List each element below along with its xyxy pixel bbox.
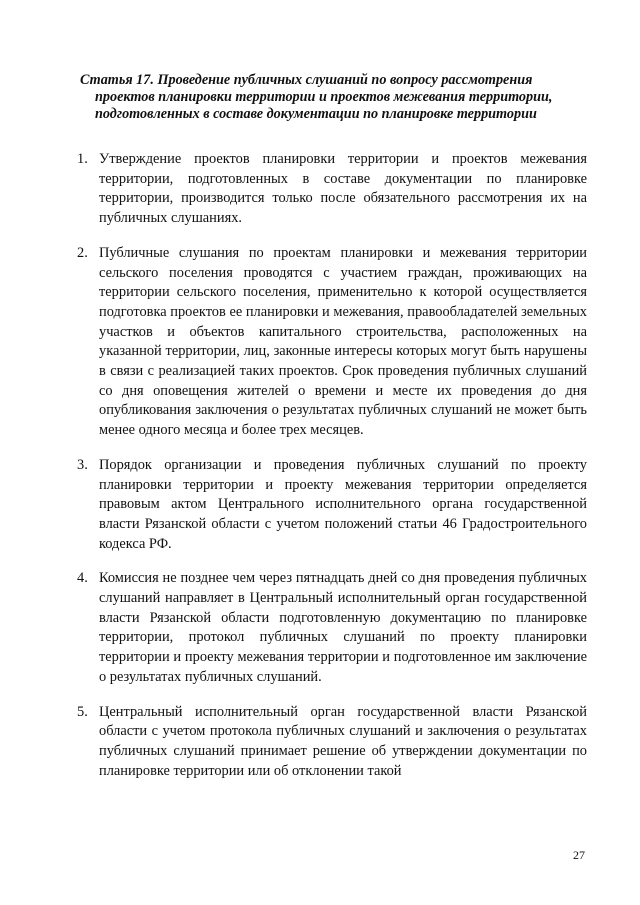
- list-item: [71, 703, 587, 782]
- list-item-number: 4.: [77, 570, 88, 587]
- list-item-text: Комиссия не позднее чем через пятнадцать дней со дня проведения публичных слушаний направляет в Центральный исполнительный орган государственной власти Рязанской области подготовленную документацию по планировке территории, протокол публичных слушаний по проекту планировки территории и проекту межевания территории и подготовленное им заключение о результатах публичных слушаний.: [99, 570, 587, 685]
- list-item-text: Порядок организации и проведения публичных слушаний по проекту планировки территории и проекту межевания территории определяется правовым актом Центрального исполнительного органа государственной власти Рязанской области с учетом положений статьи 46 Градостроительного кодекса РФ.: [99, 456, 587, 552]
- list-item-number: 3.: [77, 456, 88, 473]
- list-item-number: 5.: [77, 703, 88, 720]
- list-item-text: Утверждение проектов планировки территории и проектов межевания территории, подготовленных в составе документации по планировке территории, производится только после обязательного рассмотрения их на публичных слушаниях.: [99, 151, 587, 227]
- numbered-list: [71, 150, 587, 796]
- list-item: [71, 244, 587, 441]
- article-heading-line-3: подготовленных в составе документации по планировке территории: [95, 106, 537, 122]
- list-item: [71, 150, 587, 229]
- list-item-number: 1.: [77, 151, 88, 167]
- article-heading-line-2: проектов планировки территории и проектов межевания территории,: [95, 89, 553, 105]
- page-number: 27: [573, 848, 585, 862]
- list-item: [71, 569, 587, 687]
- list-item-text: Публичные слушания по проектам планировки и межевания территории сельского поселения проводятся с участием граждан, проживающих на территории сельского поселения, применительно к которой осуществляется подготовка проектов ее планировки и межевания, правообладателей земельных участков и объектов капитального строительства, расположенных на указанной территории, лиц, законные интересы которых могут быть нарушены в связи с реализацией таких проектов. Срок проведения публичных слушаний со дня оповещения жителей о времени и месте их проведения до дня опубликования заключения о результатах публичных слушаний не может быть менее одного месяца и более трех месяцев.: [99, 244, 587, 439]
- list-item-text: Центральный исполнительный орган государственной власти Рязанской области с учетом протокола публичных слушаний и заключения о результатах публичных слушаний принимает решение об утверждении документации по планировке территории или об отклонении такой: [99, 703, 587, 779]
- list-item: [71, 456, 587, 555]
- article-heading: [80, 72, 586, 123]
- list-item-number: 2.: [77, 244, 88, 261]
- article-heading-line-1: Статья 17. Проведение публичных слушаний по вопросу рассмотрения: [80, 72, 533, 88]
